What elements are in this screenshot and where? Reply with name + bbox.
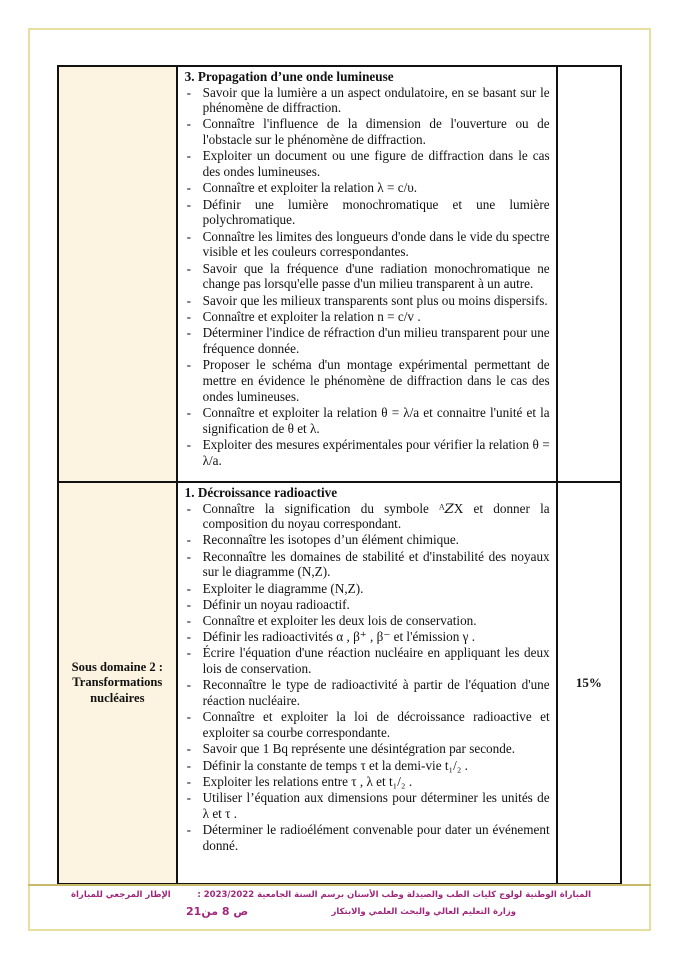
- objectives-list: [183, 501, 550, 854]
- list-item: - Reconnaître le type de radioactivité à partir de l'équation d'une réaction nucléaire.: [183, 677, 550, 709]
- weight-cell: [557, 482, 621, 884]
- objectives-list: [183, 85, 550, 469]
- list-item: - Savoir que les milieux transparents sont plus ou moins dispersifs.: [183, 293, 550, 309]
- domain-cell: [58, 66, 177, 482]
- list-item: - Définir une lumière monochromatique et une lumière polychromatique.: [183, 197, 550, 229]
- weight-cell: [557, 66, 621, 482]
- list-item: - Utiliser l’équation aux dimensions pour déterminer les unités de λ et τ .: [183, 790, 550, 822]
- list-item: - Définir les radioactivités α , β⁺ , β⁻ et l'émission γ .: [183, 629, 550, 645]
- list-item: - Écrire l'équation d'une réaction nucléaire en appliquant les deux lois de conservation.: [183, 645, 550, 677]
- list-item: - Reconnaître les domaines de stabilité et d'instabilité des noyaux sur le diagramme (N,Z).: [183, 549, 550, 581]
- list-item: - Connaître et exploiter la loi de décroissance radioactive et exploiter sa courbe correspondante.: [183, 709, 550, 741]
- content-cell: [177, 482, 557, 884]
- list-item: - Connaître la signification du symbole ᴬ𝑍X et donner la composition du noyau correspondant.: [183, 501, 550, 533]
- section-title: 1. Décroissance radioactive: [184, 485, 338, 500]
- list-item: - Exploiter un document ou une figure de diffraction dans le cas des ondes lumineuses.: [183, 148, 550, 180]
- list-item: - Reconnaître les isotopes d’un élément chimique.: [183, 532, 550, 548]
- list-item: - Définir un noyau radioactif.: [183, 597, 550, 613]
- list-item: - Déterminer l'indice de réfraction d'un milieu transparent pour une fréquence donnée.: [183, 325, 550, 357]
- table-row: [58, 66, 621, 482]
- list-item: - Savoir que la lumière a un aspect ondulatoire, en se basant sur le phénomène de diffraction.: [183, 85, 550, 117]
- curriculum-table: [57, 65, 622, 885]
- footer-exam-title: المباراة الوطنية لولوج كليات الطب والصيدلة وطب الأسنان برسم السنة الجامعية 2023/2022 :: [197, 890, 591, 900]
- list-item: - Définir la constante de temps τ et la demi-vie t₁/₂ .: [183, 758, 550, 774]
- page-number: ص 8 من21: [186, 905, 249, 918]
- section-propagation-onde-lumineuse: [178, 67, 556, 473]
- list-item: - Proposer le schéma d'un montage expérimental permettant de mettre en évidence le phénomène de diffraction dans le cas des ondes lumineuses.: [183, 357, 550, 404]
- list-item: - Connaître l'influence de la dimension de l'ouverture ou de l'obstacle sur le phénomène de diffraction.: [183, 116, 550, 148]
- domain-label: Sous domaine 2 : Transformations nucléaires: [71, 659, 163, 705]
- content-cell: [177, 66, 557, 482]
- list-item: - Savoir que la fréquence d'une radiation monochromatique ne change pas lorsqu'elle passe d'un milieu transparent à un autre.: [183, 261, 550, 293]
- list-item: - Exploiter des mesures expérimentales pour vérifier la relation θ = λ/a.: [183, 437, 550, 469]
- section-decroissance-radioactive: [178, 483, 556, 858]
- list-item: - Déterminer le radioélément convenable pour dater un événement donné.: [183, 822, 550, 854]
- list-item: - Exploiter le diagramme (N,Z).: [183, 581, 550, 597]
- list-item: - Connaître et exploiter les deux lois de conservation.: [183, 613, 550, 629]
- list-item: - Connaître et exploiter la relation λ = c/υ.: [183, 180, 550, 196]
- list-item: - Savoir que 1 Bq représente une désintégration par seconde.: [183, 741, 550, 757]
- footer-divider: [28, 884, 651, 886]
- section-title: 3. Propagation d’une onde lumineuse: [184, 69, 394, 84]
- list-item: - Connaître et exploiter la relation n = c/v .: [183, 309, 550, 325]
- domain-cell: [58, 482, 177, 884]
- list-item: - Connaître et exploiter la relation θ = λ/a et connaitre l'unité et la signification de θ et λ.: [183, 405, 550, 437]
- table-row: [58, 482, 621, 884]
- page-footer: [28, 888, 651, 930]
- footer-reference-framework: الإطار المرجعي للمباراة: [71, 890, 171, 900]
- list-item: - Exploiter les relations entre τ , λ et t₁/₂ .: [183, 774, 550, 790]
- footer-ministry: وزارة التعليم العالي والبحث العلمي والابتكار: [331, 907, 516, 917]
- list-item: - Connaître les limites des longueurs d'onde dans le vide du spectre visible et les couleurs correspondantes.: [183, 229, 550, 261]
- weight-label: 15%: [575, 675, 602, 690]
